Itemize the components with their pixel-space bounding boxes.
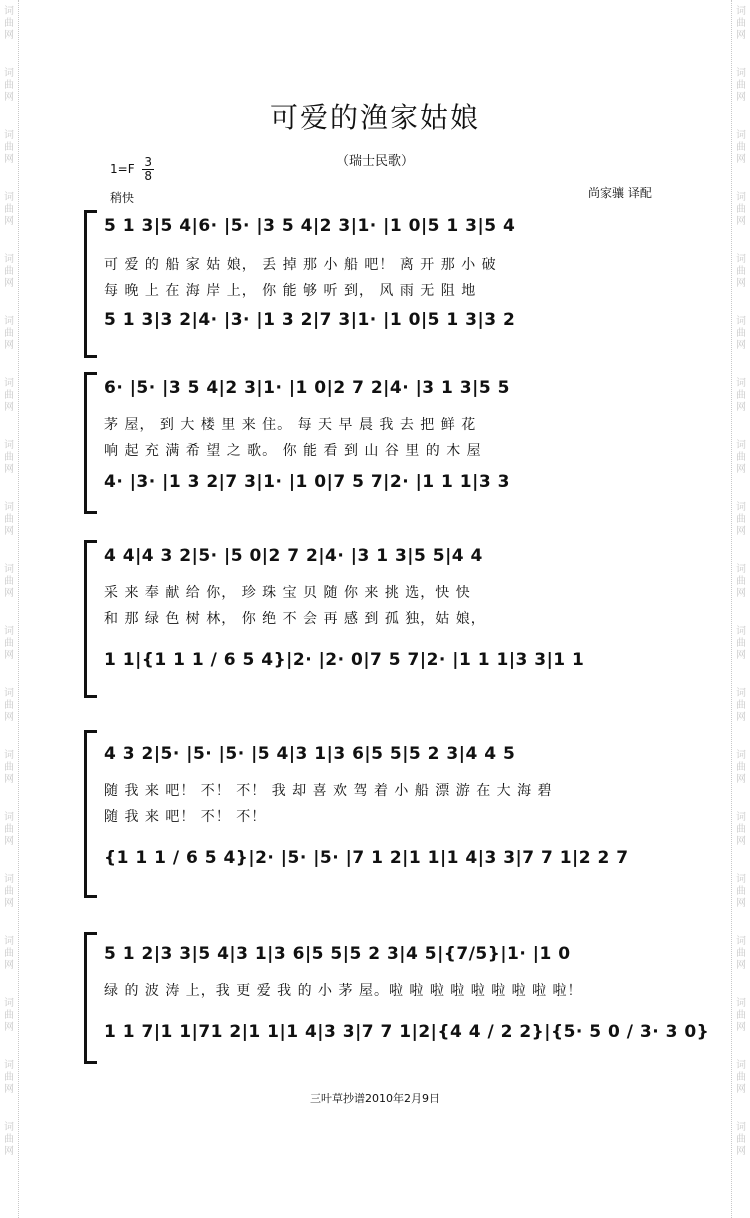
watermark-left xyxy=(0,0,19,1218)
watermark-mark: 词 曲 网 xyxy=(4,750,14,785)
lyric-verse-1: 随 我 来 吧！ 不！ 不！ 我 却 喜 欢 驾 着 小 船 漂 游 在 大 海 碧 xyxy=(104,783,553,799)
watermark-mark: 词 曲 网 xyxy=(4,998,14,1033)
system-bracket xyxy=(84,730,97,898)
system-bracket xyxy=(84,540,97,698)
song-title: 可爱的渔家姑娘 xyxy=(269,101,480,134)
watermark-mark: 词 曲 网 xyxy=(4,316,14,351)
watermark-mark: 词 曲 网 xyxy=(736,998,746,1033)
lyric-verse-1: 可 爱 的 船 家 姑 娘， 丢 掉 那 小 船 吧！ 离 开 那 小 破 xyxy=(104,257,497,273)
harmony-line: 5 1 3|3 2|4· |3· |1 3 2|7 3|1· |1 0|5 1 3|3 2 xyxy=(104,310,516,330)
watermark-mark: 词 曲 网 xyxy=(736,502,746,537)
melody-line: 5 1 2|3 3|5 4|3 1|3 6|5 5|5 2 3|4 5|{7/5}|1· |1 0 xyxy=(104,944,571,964)
melody-line: 4 4|4 3 2|5· |5 0|2 7 2|4· |3 1 3|5 5|4 4 xyxy=(104,546,483,566)
watermark-mark: 词 曲 网 xyxy=(4,874,14,909)
lyric-verse-1: 茅 屋， 到 大 楼 里 来 住。 每 天 早 晨 我 去 把 鲜 花 xyxy=(104,417,477,433)
score-system-2 xyxy=(90,372,682,508)
watermark-mark: 词 曲 网 xyxy=(736,1122,746,1157)
watermark-mark: 词 曲 网 xyxy=(4,812,14,847)
transcriber-footer: 三叶草抄谱2010年2月9日 xyxy=(310,1092,440,1105)
harmony-line: 4· |3· |1 3 2|7 3|1· |1 0|7 5 7|2· |1 1 1|3 3 xyxy=(104,472,510,492)
watermark-mark: 词 曲 网 xyxy=(736,316,746,351)
lyric-verse-2: 和 那 绿 色 树 林， 你 绝 不 会 再 感 到 孤 独，姑 娘， xyxy=(104,611,486,627)
watermark-mark: 词 曲 网 xyxy=(736,254,746,289)
watermark-mark: 词 曲 网 xyxy=(4,68,14,103)
watermark-mark: 词 曲 网 xyxy=(4,130,14,165)
system-bracket xyxy=(84,372,97,514)
watermark-mark: 词 曲 网 xyxy=(736,812,746,847)
watermark-mark: 词 曲 网 xyxy=(4,564,14,599)
score-system-5 xyxy=(90,932,710,1058)
watermark-mark: 词 曲 网 xyxy=(4,1122,14,1157)
tempo-marking: 稍快 xyxy=(110,191,135,205)
watermark-mark: 词 曲 网 xyxy=(736,130,746,165)
watermark-mark: 词 曲 网 xyxy=(4,688,14,723)
harmony-line: {1 1 1 / 6 5 4}|2· |5· |5· |7 1 2|1 1|1 4|3 3|7 7 1|2 2 7 xyxy=(104,848,629,868)
arranger-credit: 尚家骧 译配 xyxy=(588,186,652,200)
watermark-mark: 词 曲 网 xyxy=(4,378,14,413)
melody-line: 6· |5· |3 5 4|2 3|1· |1 0|2 7 2|4· |3 1 3|5 5 xyxy=(104,378,510,398)
melody-line: 5 1 3|5 4|6· |5· |3 5 4|2 3|1· |1 0|5 1 3|5 4 xyxy=(104,216,516,236)
watermark-mark: 词 曲 网 xyxy=(736,6,746,41)
watermark-mark: 词 曲 网 xyxy=(736,192,746,227)
time-denominator: 8 xyxy=(144,169,153,183)
score-system-1 xyxy=(90,210,682,352)
watermark-mark: 词 曲 网 xyxy=(4,254,14,289)
watermark-mark: 词 曲 网 xyxy=(736,378,746,413)
watermark-mark: 词 曲 网 xyxy=(736,688,746,723)
watermark-mark: 词 曲 网 xyxy=(4,1060,14,1095)
key-signature xyxy=(110,156,154,183)
watermark-mark: 词 曲 网 xyxy=(4,440,14,475)
watermark-right xyxy=(731,0,750,1218)
score-system-3 xyxy=(90,540,682,692)
watermark-mark: 词 曲 网 xyxy=(736,1060,746,1095)
watermark-mark: 词 曲 网 xyxy=(736,440,746,475)
score-system-4 xyxy=(90,730,682,892)
watermark-mark: 词 曲 网 xyxy=(4,936,14,971)
watermark-mark: 词 曲 网 xyxy=(736,750,746,785)
watermark-mark: 词 曲 网 xyxy=(736,564,746,599)
lyric-verse-1: 采 来 奉 献 给 你， 珍 珠 宝 贝 随 你 来 挑 选，快 快 xyxy=(104,585,471,601)
melody-line: 4 3 2|5· |5· |5· |5 4|3 1|3 6|5 5|5 2 3|4 4 5 xyxy=(104,744,516,764)
watermark-mark: 词 曲 网 xyxy=(4,192,14,227)
watermark-mark: 词 曲 网 xyxy=(736,874,746,909)
song-subtitle: （瑞士民歌） xyxy=(335,154,414,169)
time-signature xyxy=(142,156,154,183)
time-numerator: 3 xyxy=(144,155,153,169)
watermark-mark: 词 曲 网 xyxy=(4,626,14,661)
watermark-mark: 词 曲 网 xyxy=(736,68,746,103)
harmony-line: 1 1|{1 1 1 / 6 5 4}|2· |2· 0|7 5 7|2· |1 1 1|3 3|1 1 xyxy=(104,650,585,670)
lyric-verse-1: 绿 的 波 涛 上，我 更 爱 我 的 小 茅 屋。啦 啦 啦 啦 啦 啦 啦 啦 啦！ xyxy=(104,983,583,999)
lyric-verse-2: 响 起 充 满 希 望 之 歌。 你 能 看 到 山 谷 里 的 木 屋 xyxy=(104,443,482,459)
key-label: 1=F xyxy=(110,162,135,176)
harmony-line: 1 1 7|1 1|71 2|1 1|1 4|3 3|7 7 1|2|{4 4 / 2 2}|{5· 5 0 / 3· 3 0} xyxy=(104,1022,710,1042)
watermark-mark: 词 曲 网 xyxy=(736,626,746,661)
system-bracket xyxy=(84,932,97,1064)
system-bracket xyxy=(84,210,97,358)
watermark-mark: 词 曲 网 xyxy=(4,6,14,41)
lyric-verse-2: 每 晚 上 在 海 岸 上， 你 能 够 听 到， 风 雨 无 阻 地 xyxy=(104,283,477,299)
watermark-mark: 词 曲 网 xyxy=(4,502,14,537)
watermark-mark: 词 曲 网 xyxy=(736,936,746,971)
lyric-verse-2: 随 我 来 吧！ 不！ 不！ xyxy=(104,809,267,825)
